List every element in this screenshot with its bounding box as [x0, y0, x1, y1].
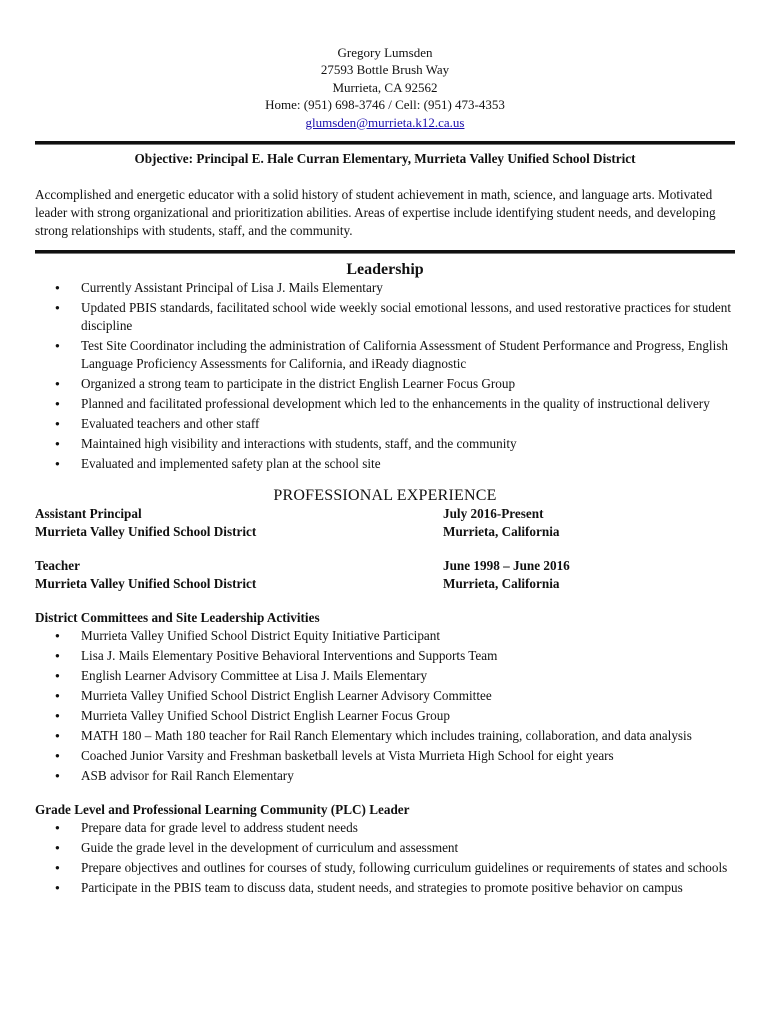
list-item: ● Coached Junior Varsity and Freshman basketball levels at Vista Murrieta High School for eight years	[35, 747, 735, 765]
list-item: ● Murrieta Valley Unified School District Equity Initiative Participant	[35, 627, 735, 645]
list-item: ● Test Site Coordinator including the administration of California Assessment of Student Performance and Progress, English Language Proficiency Assessments for California, and iReady diagnostic	[35, 337, 735, 373]
plc-list	[35, 819, 735, 897]
job-entry	[35, 505, 735, 541]
job-role: Assistant Principal	[35, 506, 142, 522]
summary-paragraph: Accomplished and energetic educator with a solid history of student achievement in math, science, and language arts. Motivated leader with strong organizational and prioritization abilities. Areas of expertise include identifying student needs, and developing strong relationships with students, staff, and the community.	[35, 187, 716, 239]
job-location: Murrieta, California	[443, 524, 560, 540]
list-item: ● Murrieta Valley Unified School District English Learner Advisory Committee	[35, 687, 735, 705]
job-dates: June 1998 – June 2016	[443, 558, 570, 574]
divider	[35, 141, 735, 144]
list-item: ● Lisa J. Mails Elementary Positive Behavioral Interventions and Supports Team	[35, 647, 735, 665]
list-item: ● Evaluated teachers and other staff	[35, 415, 735, 433]
list-item: ● Currently Assistant Principal of Lisa J. Mails Elementary	[35, 279, 735, 297]
committees-list	[35, 627, 735, 785]
plc-heading: Grade Level and Professional Learning Community (PLC) Leader	[35, 802, 410, 818]
contact-header	[35, 44, 735, 131]
objective: Objective: Principal E. Hale Curran Elementary, Murrieta Valley Unified School District	[134, 151, 636, 167]
list-item: ● Prepare data for grade level to address student needs	[35, 819, 735, 837]
leadership-heading: Leadership	[346, 261, 424, 279]
resume-page	[35, 44, 735, 899]
leadership-list	[35, 279, 735, 473]
job-role: Teacher	[35, 558, 80, 574]
list-item: ● Murrieta Valley Unified School District English Learner Focus Group	[35, 707, 735, 725]
job-entry	[35, 557, 735, 593]
list-item: ● Maintained high visibility and interactions with students, staff, and the community	[35, 435, 735, 453]
street-address: 27593 Bottle Brush Way	[320, 62, 450, 78]
job-organization: Murrieta Valley Unified School District	[35, 524, 257, 540]
list-item: ● Organized a strong team to participate in the district English Learner Focus Group	[35, 375, 735, 393]
list-item: ● English Learner Advisory Committee at Lisa J. Mails Elementary	[35, 667, 735, 685]
list-item: ● MATH 180 – Math 180 teacher for Rail Ranch Elementary which includes training, collaboration, and data analysis	[35, 727, 735, 745]
phone-numbers: Home: (951) 698-3746 / Cell: (951) 473-4353	[265, 97, 505, 113]
divider	[35, 250, 735, 253]
list-item: ● Participate in the PBIS team to discuss data, student needs, and strategies to promote positive behavior on campus	[35, 879, 735, 897]
list-item: ● ASB advisor for Rail Ranch Elementary	[35, 767, 735, 785]
list-item: ● Planned and facilitated professional development which led to the enhancements in the quality of instructional delivery	[35, 395, 735, 413]
job-location: Murrieta, California	[443, 576, 560, 592]
job-dates: July 2016-Present	[443, 506, 544, 522]
job-organization: Murrieta Valley Unified School District	[35, 576, 257, 592]
list-item: ● Prepare objectives and outlines for courses of study, following curriculum guidelines or requirements of states and schools	[35, 859, 735, 877]
candidate-name: Gregory Lumsden	[337, 45, 433, 60]
list-item: ● Evaluated and implemented safety plan at the school site	[35, 455, 735, 473]
email-link[interactable]: glumsden@murrieta.k12.ca.us	[305, 114, 465, 130]
list-item: ● Guide the grade level in the development of curriculum and assessment	[35, 839, 735, 857]
city-state-zip: Murrieta, CA 92562	[332, 79, 438, 95]
experience-heading: PROFESSIONAL EXPERIENCE	[273, 487, 497, 505]
list-item: ● Updated PBIS standards, facilitated school wide weekly social emotional lessons, and used restorative practices for student discipline	[35, 299, 735, 335]
committees-heading: District Committees and Site Leadership Activities	[35, 610, 320, 626]
